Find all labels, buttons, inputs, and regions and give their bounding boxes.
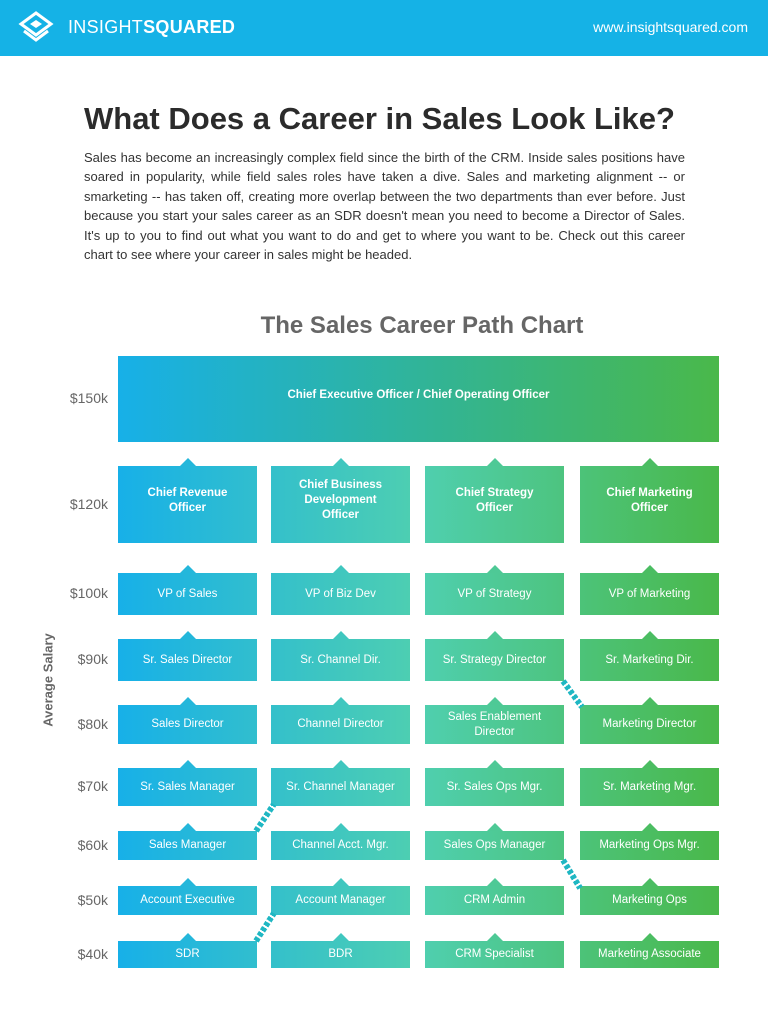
executive-box: Chief Executive Officer / Chief Operating Officer [118, 356, 719, 442]
role-box: VP of Marketing [580, 573, 719, 615]
role-box: Account Executive [118, 886, 257, 915]
site-url-link[interactable]: www.insightsquared.com [593, 19, 748, 35]
role-box: Sr. Channel Manager [271, 768, 410, 806]
brand-name[interactable]: INSIGHTSQUARED [68, 17, 236, 37]
stacked-diamond-icon [18, 10, 54, 46]
role-box: VP of Strategy [425, 573, 564, 615]
salary-label: $100k [69, 585, 108, 601]
salary-label: $80k [77, 715, 108, 732]
salary-label: $70k [77, 778, 108, 794]
role-box: BDR [271, 941, 410, 968]
salary-label: $40k [77, 945, 108, 962]
role-box: Sr. Channel Dir. [271, 639, 410, 681]
role-box: Marketing Ops [580, 886, 719, 915]
role-box: Channel Director [271, 705, 410, 744]
salary-label: $50k [77, 891, 108, 908]
crossover-connector [253, 911, 276, 942]
role-box: Channel Acct. Mgr. [271, 831, 410, 860]
y-axis-label: Average Salary [40, 633, 56, 727]
role-box: Sales Enablement Director [425, 705, 564, 744]
article-intro: Sales has become an increasingly complex field since the birth of the CRM. Inside sales positions have soared in popularity, while field sales roles have taken a dive. Sales and marketing alignment -- or smarketing -- has taken off, creating more overlap between the two departments than ever before. Just because you start your sales career as an SDR doesn't mean you need to become a Director of Sales. It's up to you to find out what you want to do and get to where you want to be. Check out this career chart to see where your career in sales might be headed. [84, 150, 685, 263]
role-box: CRM Admin [425, 886, 564, 915]
role-box: Account Manager [271, 886, 410, 915]
chief-box: Chief Revenue Officer [118, 466, 257, 543]
role-box: VP of Sales [118, 573, 257, 615]
role-box: Sr. Sales Manager [118, 768, 257, 806]
chief-box: Chief Marketing Officer [580, 466, 719, 543]
salary-label: $90k [77, 651, 108, 667]
crossover-connector [560, 858, 582, 889]
role-box: CRM Specialist [425, 941, 564, 968]
role-box: Sales Manager [118, 831, 257, 860]
role-box: Sr. Sales Director [118, 639, 257, 681]
role-box: Marketing Ops Mgr. [580, 831, 719, 860]
role-box: Sr. Marketing Dir. [580, 639, 719, 681]
role-box: Sr. Sales Ops Mgr. [425, 768, 564, 806]
article-title: What Does a Career in Sales Look Like? [84, 101, 675, 136]
chief-box: Chief Strategy Officer [425, 466, 564, 543]
chart-title: The Sales Career Path Chart [260, 312, 584, 339]
role-box: Sr. Strategy Director [425, 639, 564, 681]
role-box: Sales Director [118, 705, 257, 744]
crossover-connector [254, 802, 277, 832]
role-box: VP of Biz Dev [271, 573, 410, 615]
chief-box: Chief Business Development Officer [271, 466, 410, 543]
role-box: Sr. Marketing Mgr. [580, 768, 719, 806]
salary-label: $150k [69, 390, 108, 406]
role-box: Sales Ops Manager [425, 831, 564, 860]
salary-label: $120k [69, 495, 108, 512]
salary-label: $60k [77, 836, 108, 853]
role-box: SDR [118, 941, 257, 968]
crossover-connector [561, 679, 585, 709]
role-box: Marketing Director [580, 705, 719, 744]
site-header [0, 0, 768, 56]
role-box: Marketing Associate [580, 941, 719, 968]
